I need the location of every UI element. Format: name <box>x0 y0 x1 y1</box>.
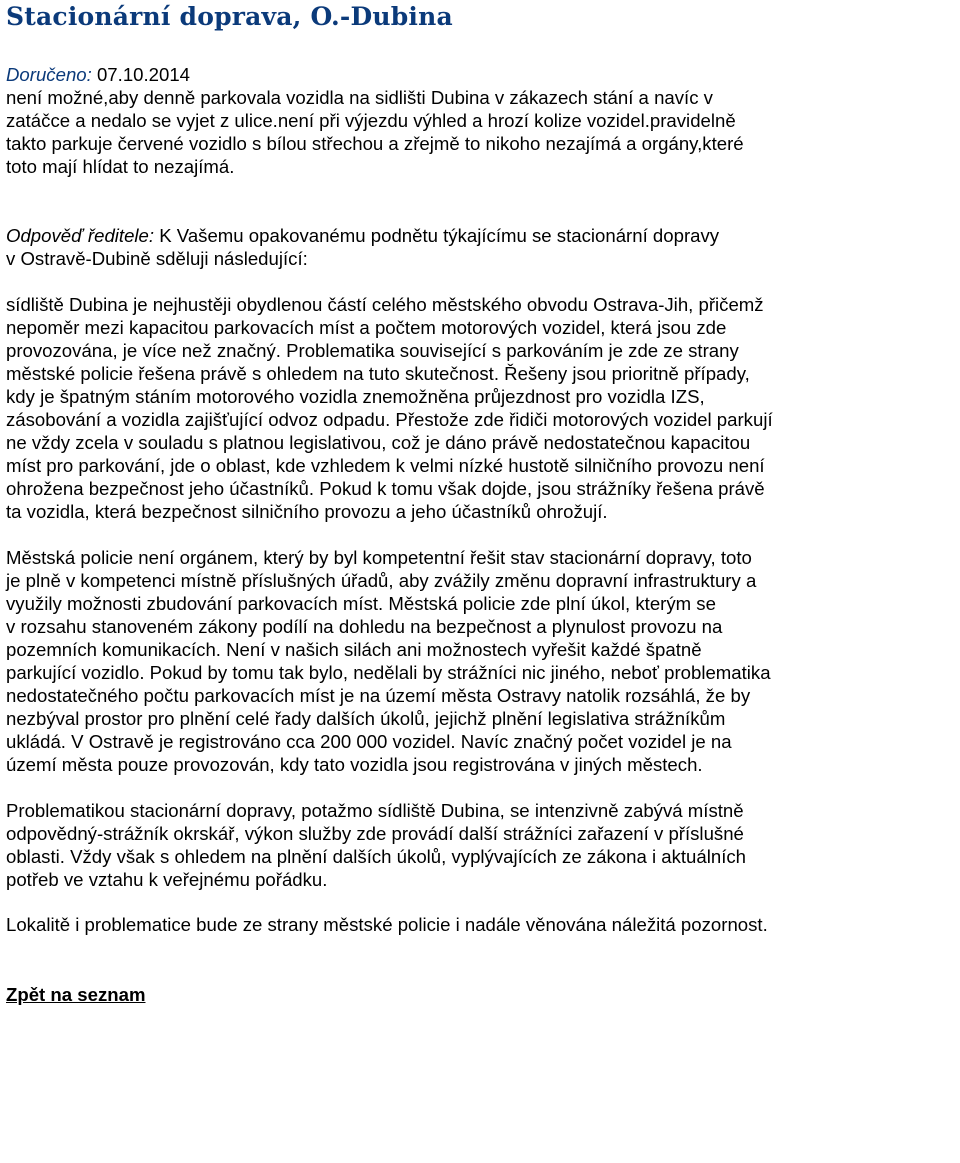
paragraph-line: potřeb ve vztahu k veřejnému pořádku. <box>6 869 328 890</box>
answer-paragraph <box>6 799 956 891</box>
paragraph-line: ukládá. V Ostravě je registrováno cca 200 000 vozidel. Navíc značný počet vozidel je na <box>6 731 732 752</box>
answer-intro-line <box>6 224 956 247</box>
document-page <box>6 0 956 1006</box>
complaint-line: zatáčce a nedalo se vyjet z ulice.není při výjezdu výhled a hrozí kolize vozidel.pravidelně <box>6 110 736 131</box>
answer-intro-text: K Vašemu opakovanému podnětu týkajícímu se stacionární dopravy <box>154 225 720 246</box>
paragraph-line: v rozsahu stanoveném zákony podílí na dohledu na bezpečnost a plynulost provozu na <box>6 616 723 637</box>
paragraph-line: parkující vozidlo. Pokud by tomu tak bylo, nedělali by strážníci nic jiného, neboť problematika <box>6 662 771 683</box>
paragraph-line: nepoměr mezi kapacitou parkovacích míst a počtem motorových vozidel, která jsou zde <box>6 317 727 338</box>
paragraph-line: využily možnosti zbudování parkovacích míst. Městská policie zde plní úkol, kterým se <box>6 593 716 614</box>
answer-intro <box>6 224 956 270</box>
complaint-line: toto mají hlídat to nezajímá. <box>6 156 235 177</box>
back-to-list-link[interactable]: Zpět na seznam <box>6 984 146 1005</box>
paragraph-line: Lokalitě i problematice bude ze strany městské policie i nadále věnována náležitá pozornost. <box>6 914 768 935</box>
paragraph-line: pozemních komunikacích. Není v našich silách ani možnostech vyřešit každé špatně <box>6 639 702 660</box>
received-line <box>6 63 956 86</box>
paragraph-line: ta vozidla, která bezpečnost silničního provozu a jeho účastníků ohrožují. <box>6 501 608 522</box>
received-label: Doručeno: <box>6 64 92 85</box>
paragraph-line: ohrožena bezpečnost jeho účastníků. Pokud k tomu však dojde, jsou strážníky řešena právě <box>6 478 765 499</box>
paragraph-line: odpovědný-strážník okrskář, výkon služby zde provádí další strážníci zařazení v příslušné <box>6 823 744 844</box>
paragraph-line: provozována, je více než značný. Problematika související s parkováním je zde ze strany <box>6 340 739 361</box>
complaint-text <box>6 86 956 178</box>
paragraph-line: zásobování a vozidla zajišťující odvoz odpadu. Přestože zde řidiči motorových vozidel parkují <box>6 409 773 430</box>
paragraph-line: Městská policie není orgánem, který by byl kompetentní řešit stav stacionární dopravy, toto <box>6 547 752 568</box>
paragraph-line: Problematikou stacionární dopravy, potažmo sídliště Dubina, se intenzivně zabývá místně <box>6 800 744 821</box>
paragraph-line: nedostatečného počtu parkovacích míst je na území města Ostravy natolik rozsáhlá, že by <box>6 685 751 706</box>
paragraph-line: míst pro parkování, jde o oblast, kde vzhledem k velmi nízké hustotě silničního provozu není <box>6 455 765 476</box>
paragraph-line: nezbýval prostor pro plnění celé řady dalších úkolů, jejichž plnění legislativa strážníkům <box>6 708 726 729</box>
paragraph-line: sídliště Dubina je nejhustěji obydlenou částí celého městského obvodu Ostrava-Jih, přičemž <box>6 294 764 315</box>
complaint-line: není možné,aby denně parkovala vozidla na sidlišti Dubina v zákazech stání a navíc v <box>6 87 713 108</box>
paragraph-line: území města pouze provozován, kdy tato vozidla jsou registrována v jiných městech. <box>6 754 703 775</box>
paragraph-line: kdy je špatným stáním motorového vozidla znemožněna průjezdnost pro vozidla IZS, <box>6 386 705 407</box>
answer-paragraph <box>6 546 956 776</box>
paragraph-line: ne vždy zcela v souladu s platnou legislativou, což je dáno právě nedostatečnou kapacitou <box>6 432 751 453</box>
answer-label: Odpověď ředitele: <box>6 225 155 246</box>
paragraph-line: oblasti. Vždy však s ohledem na plnění dalších úkolů, vyplývajících ze zákona i aktuálních <box>6 846 747 867</box>
answer-paragraph <box>6 293 956 523</box>
answer-paragraph <box>6 913 956 936</box>
complaint-line: takto parkuje červené vozidlo s bílou střechou a zřejmě to nikoho nezajímá a orgány,které <box>6 133 744 154</box>
paragraph-line: městské policie řešena právě s ohledem na tuto skutečnost. Řešeny jsou prioritně případy, <box>6 363 750 384</box>
received-date: 07.10.2014 <box>96 64 191 85</box>
page-title: Stacionární doprava, O.-Dubina <box>6 2 453 31</box>
paragraph-line: je plně v kompetenci místně příslušných úřadů, aby zvážily změnu dopravní infrastruktury a <box>6 570 757 591</box>
answer-intro-line: v Ostravě-Dubině sděluji následující: <box>6 248 308 269</box>
